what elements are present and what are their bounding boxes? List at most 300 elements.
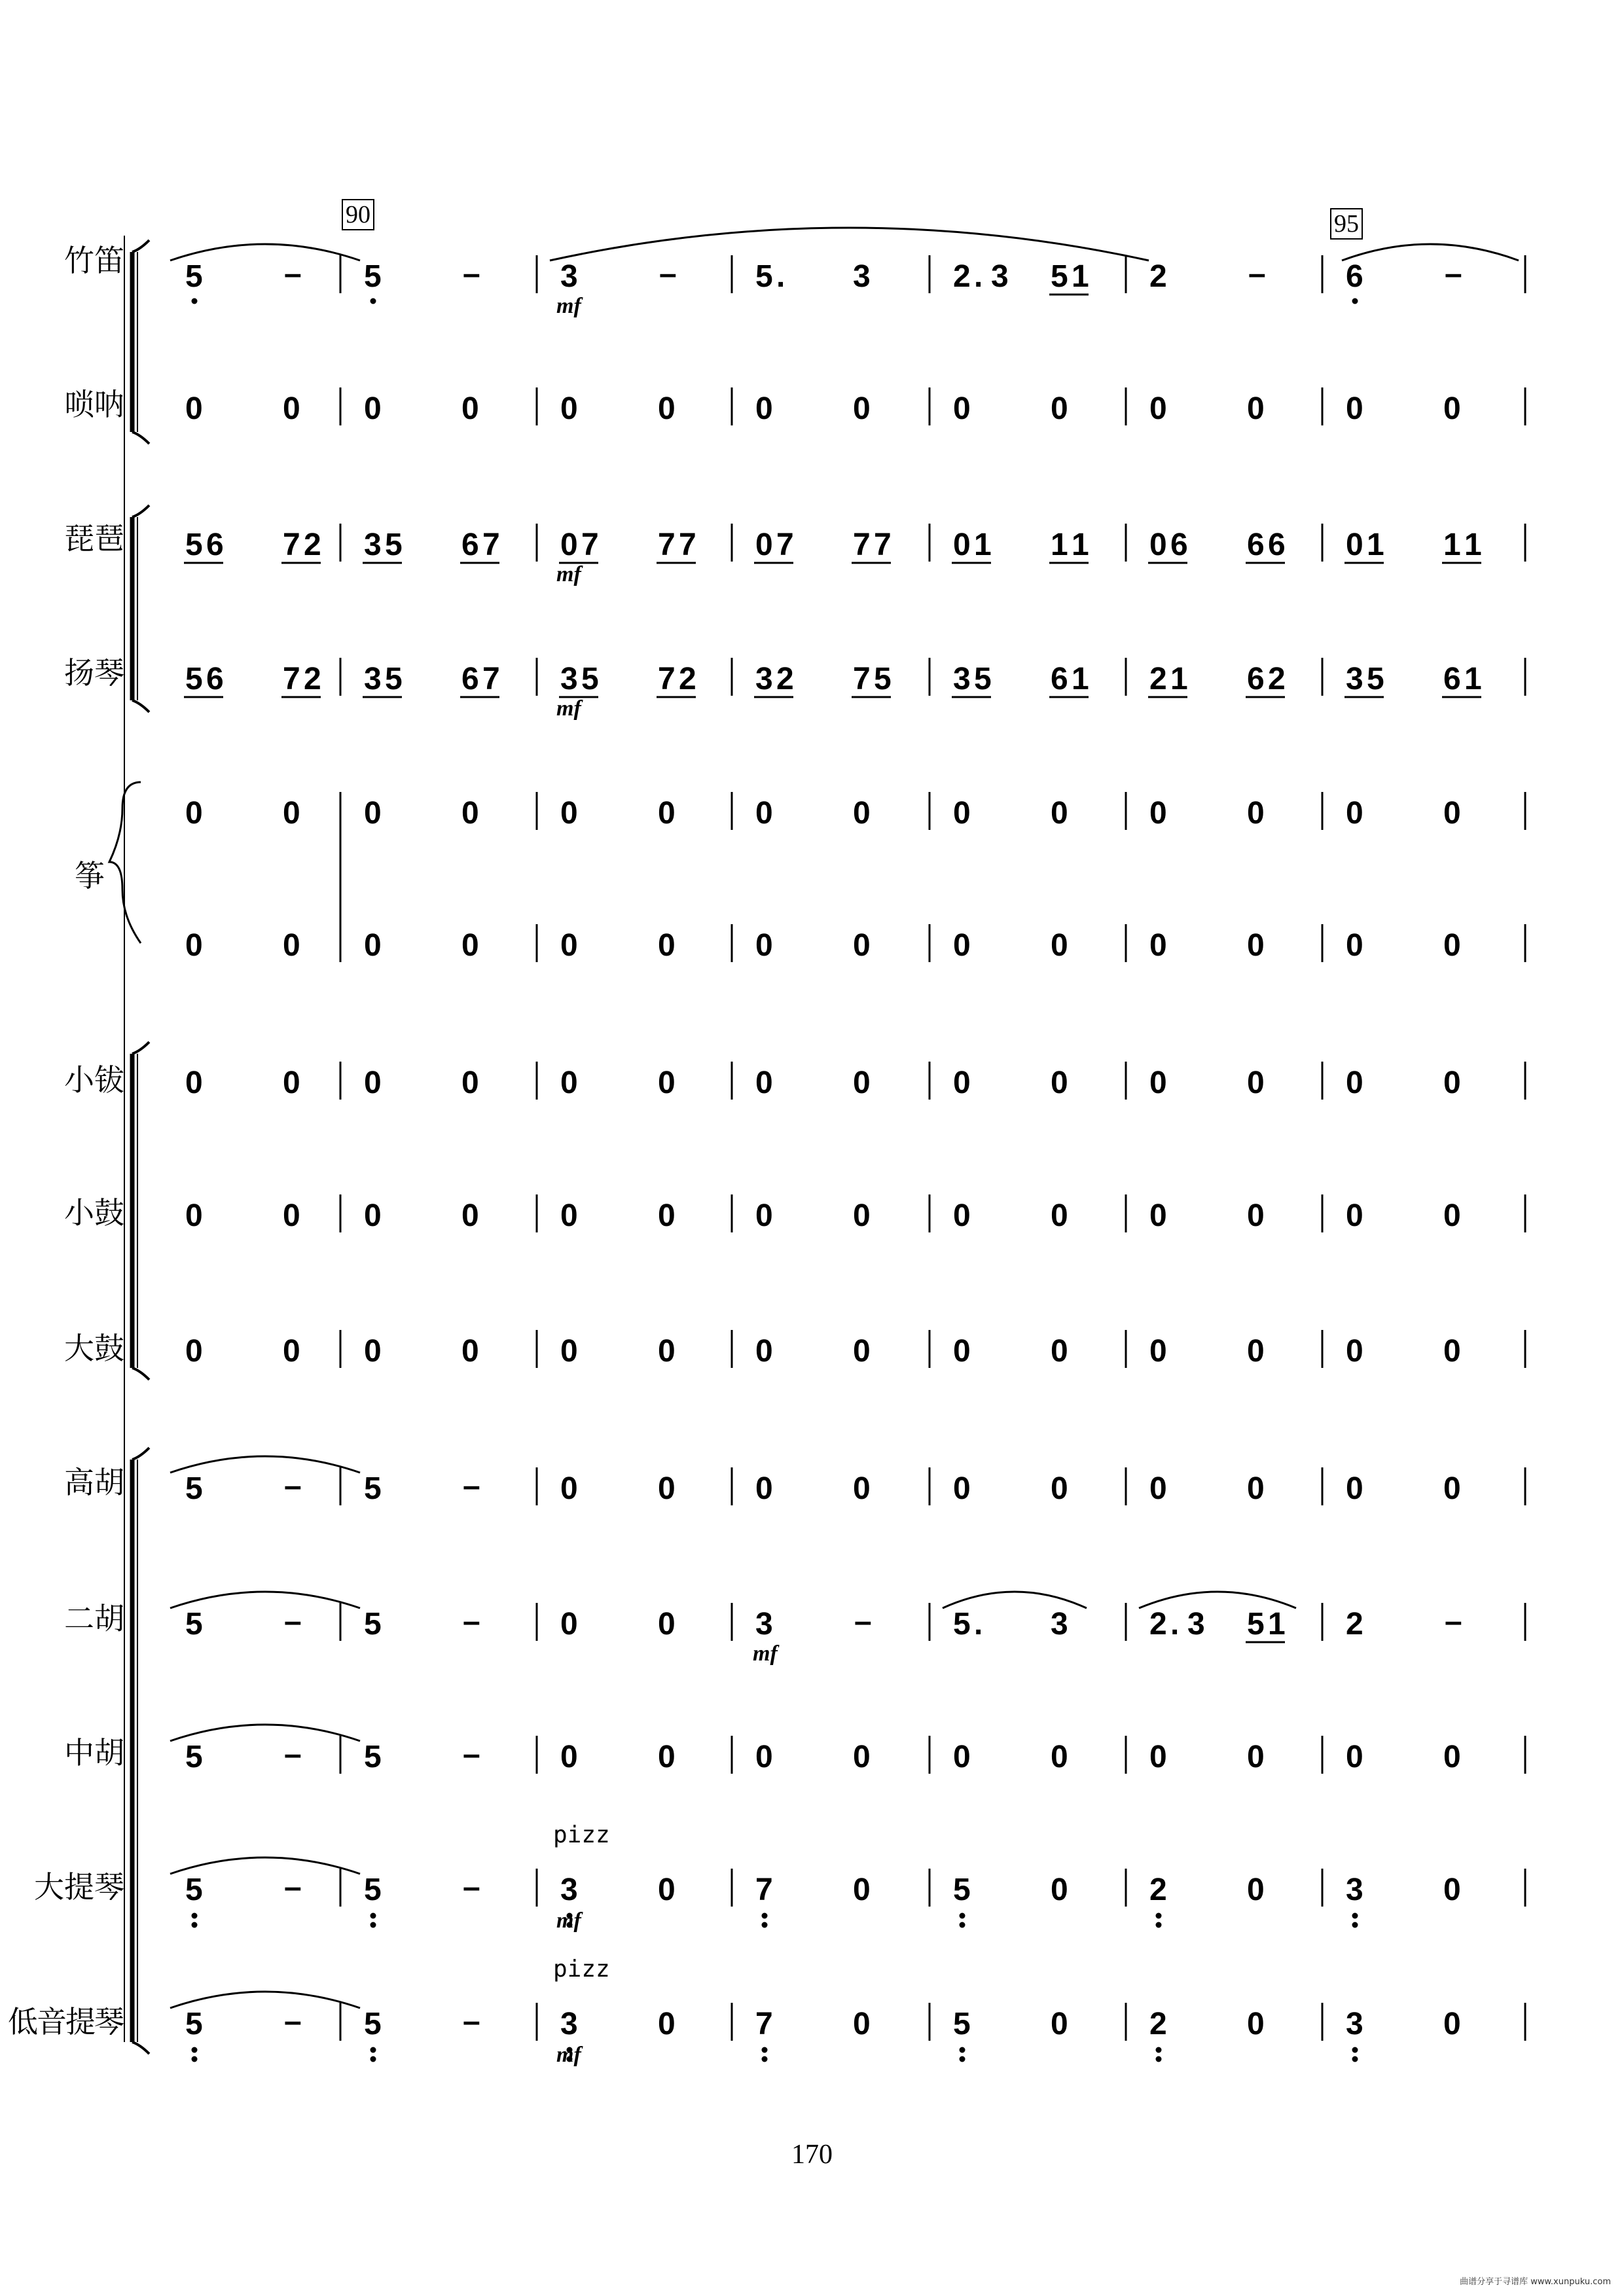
note-xiaogu-1-0-0: 0 xyxy=(364,1198,382,1233)
dash-gaohu-0-1-0: – xyxy=(284,1469,302,1503)
note-xiaogu-2-0-0: 0 xyxy=(560,1198,578,1233)
note-cello-6-1-0: 0 xyxy=(1443,1873,1461,1907)
note-xiaobo-3-0-0: 0 xyxy=(755,1066,773,1100)
note-gaohu-6-1-0: 0 xyxy=(1443,1471,1461,1506)
note-zheng-2-0-0: 0 xyxy=(560,796,578,831)
note-xiaogu-1-1-0: 0 xyxy=(461,1198,479,1233)
note-erhu-0-0-0: 5 xyxy=(185,1607,203,1641)
low-dot-cello-3-b xyxy=(762,1922,768,1928)
note-zheng-4-0-0: 0 xyxy=(953,796,971,831)
note-zhonghu-5-1-0: 0 xyxy=(1247,1740,1265,1774)
note-xiaogu-4-1-0: 0 xyxy=(1051,1198,1068,1233)
note-bass-2-0-0: 3 xyxy=(560,2007,578,2041)
low-dot-cello-0-a xyxy=(192,1913,198,1919)
watermark-text: 曲谱分享于寻谱库 www.xunpuku.com xyxy=(1460,2277,1611,2287)
note-pipa-3-1-0: 7 xyxy=(853,528,871,562)
note-pipa-4-0-1: 1 xyxy=(974,528,992,562)
note-yangqin-5-1-0: 6 xyxy=(1247,662,1265,696)
note-xiaobo-6-0-0: 0 xyxy=(1346,1066,1363,1100)
note-yangqin-0-1-0: 7 xyxy=(283,662,300,696)
note-yangqin-6-0-1: 5 xyxy=(1367,662,1384,696)
note-dagu-4-0-0: 0 xyxy=(953,1334,971,1369)
note-pipa-4-1-1: 1 xyxy=(1072,528,1089,562)
note-pipa-3-0-0: 0 xyxy=(755,528,773,562)
note-zhonghu-4-0-0: 0 xyxy=(953,1740,971,1774)
note-zhonghu-3-0-0: 0 xyxy=(755,1740,773,1774)
note-zhonghu-0-0-0: 5 xyxy=(185,1740,203,1774)
note-bass-5-0-0: 2 xyxy=(1149,2007,1167,2041)
note-dagu-0-0-0: 0 xyxy=(185,1334,203,1369)
note-cello-5-0-0: 2 xyxy=(1149,1873,1167,1907)
note-suona-5-1-0: 0 xyxy=(1247,391,1265,426)
note-yangqin-2-0-0: 3 xyxy=(560,662,578,696)
dash-dizi-6-1-0: – xyxy=(1445,257,1462,291)
note-xiaobo-5-0-0: 0 xyxy=(1149,1066,1167,1100)
low-dot-dizi-6 xyxy=(1352,298,1358,304)
note-zhonghu-3-1-0: 0 xyxy=(853,1740,871,1774)
low-dot-cello-6-b xyxy=(1352,1922,1358,1928)
note-dagu-0-1-0: 0 xyxy=(283,1334,300,1369)
pizz-bass: pizz xyxy=(553,1956,610,1982)
note-dagu-6-0-0: 0 xyxy=(1346,1334,1363,1369)
note-yangqin-5-0-1: 1 xyxy=(1170,662,1188,696)
note-cello-6-0-0: 3 xyxy=(1346,1873,1363,1907)
note-zheng-0-0-0: 0 xyxy=(185,796,203,831)
note-dot-dizi-4-0-1: . xyxy=(974,259,983,294)
note-pipa-0-0-1: 6 xyxy=(206,528,224,562)
note-gaohu-3-1-0: 0 xyxy=(853,1471,871,1506)
note-dizi-2-0-0: 3 xyxy=(560,259,578,294)
instrument-label-xiaobo: 小钹 xyxy=(64,1062,124,1098)
note-yangqin-1-1-0: 6 xyxy=(461,662,479,696)
note-suona-0-0-0: 0 xyxy=(185,391,203,426)
note-zheng-lower-0-0-0: 0 xyxy=(185,928,203,963)
note-zhonghu-2-0-0: 0 xyxy=(560,1740,578,1774)
dash-cello-1-1-0: – xyxy=(463,1870,480,1905)
dash-gaohu-1-1-0: – xyxy=(463,1469,480,1503)
note-dizi-0-0-0: 5 xyxy=(185,259,203,294)
note-suona-3-1-0: 0 xyxy=(853,391,871,426)
note-zheng-3-0-0: 0 xyxy=(755,796,773,831)
note-pipa-2-1-1: 7 xyxy=(679,528,696,562)
note-pipa-3-1-1: 7 xyxy=(874,528,892,562)
note-cello-3-0-0: 7 xyxy=(755,1873,773,1907)
note-yangqin-3-1-0: 7 xyxy=(853,662,871,696)
low-dot-cello-3-a xyxy=(762,1913,768,1919)
note-zheng-lower-5-1-0: 0 xyxy=(1247,928,1265,963)
note-dagu-1-1-0: 0 xyxy=(461,1334,479,1369)
note-zheng-lower-3-0-0: 0 xyxy=(755,928,773,963)
note-yangqin-0-1-1: 2 xyxy=(304,662,321,696)
low-dot-bass-4-b xyxy=(960,2056,965,2062)
note-erhu-5-1-1: 1 xyxy=(1268,1607,1286,1641)
note-dizi-3-0-0: 5 xyxy=(755,259,773,294)
note-dagu-5-1-0: 0 xyxy=(1247,1334,1265,1369)
note-zheng-lower-4-0-0: 0 xyxy=(953,928,971,963)
low-dot-dizi-0 xyxy=(192,298,198,304)
note-zhonghu-2-1-0: 0 xyxy=(658,1740,676,1774)
bracket-plucked-top xyxy=(132,505,149,517)
bar-number-95: 95 xyxy=(1330,208,1363,240)
note-erhu-5-0-0: 2 xyxy=(1149,1607,1167,1641)
low-dot-bass-5-a xyxy=(1156,2047,1162,2053)
instrument-label-zheng: 筝 xyxy=(75,858,105,893)
note-zheng-4-1-0: 0 xyxy=(1051,796,1068,831)
note-xiaobo-4-1-0: 0 xyxy=(1051,1066,1068,1100)
dynamic-mf-0: mf xyxy=(556,294,581,318)
tie-cello xyxy=(170,1857,360,1874)
note-zheng-lower-3-1-0: 0 xyxy=(853,928,871,963)
note-cello-4-1-0: 0 xyxy=(1051,1873,1068,1907)
note-xiaobo-3-1-0: 0 xyxy=(853,1066,871,1100)
note-zheng-6-1-0: 0 xyxy=(1443,796,1461,831)
instrument-label-gaohu: 高胡 xyxy=(64,1465,124,1500)
note-xiaobo-0-1-0: 0 xyxy=(283,1066,300,1100)
low-dot-cello-4-a xyxy=(960,1913,965,1919)
tie-dizi-95 xyxy=(1342,244,1519,260)
note-zheng-5-1-0: 0 xyxy=(1247,796,1265,831)
note-yangqin-6-0-0: 3 xyxy=(1346,662,1363,696)
note-erhu-2-0-0: 0 xyxy=(560,1607,578,1641)
note-pipa-6-0-0: 0 xyxy=(1346,528,1363,562)
note-yangqin-1-1-1: 7 xyxy=(482,662,500,696)
note-pipa-2-0-0: 0 xyxy=(560,528,578,562)
note-dizi-5-0-0: 2 xyxy=(1149,259,1167,294)
note-zheng-1-0-0: 0 xyxy=(364,796,382,831)
note-suona-1-1-0: 0 xyxy=(461,391,479,426)
tie-erhu xyxy=(170,1592,360,1608)
instrument-label-xiaogu: 小鼓 xyxy=(64,1195,124,1230)
instrument-label-zhonghu: 中胡 xyxy=(64,1735,124,1770)
note-cello-4-0-0: 5 xyxy=(953,1873,971,1907)
note-zheng-6-0-0: 0 xyxy=(1346,796,1363,831)
note-erhu-4-1-0: 3 xyxy=(1051,1607,1068,1641)
note-xiaogu-5-1-0: 0 xyxy=(1247,1198,1265,1233)
bracket-winds-bottom xyxy=(132,432,149,444)
dash-dizi-1-1-0: – xyxy=(463,257,480,291)
note-dagu-3-1-0: 0 xyxy=(853,1334,871,1369)
tie-zhonghu xyxy=(170,1725,360,1741)
note-gaohu-0-0-0: 5 xyxy=(185,1471,203,1506)
note-suona-6-1-0: 0 xyxy=(1443,391,1461,426)
note-dagu-6-1-0: 0 xyxy=(1443,1334,1461,1369)
low-dot-bass-0-b xyxy=(192,2056,198,2062)
note-suona-2-0-0: 0 xyxy=(560,391,578,426)
low-dot-dizi-1 xyxy=(370,298,376,304)
note-pipa-1-1-1: 7 xyxy=(482,528,500,562)
note-dizi-4-0-2: 3 xyxy=(991,259,1009,294)
note-xiaobo-4-0-0: 0 xyxy=(953,1066,971,1100)
note-gaohu-5-0-0: 0 xyxy=(1149,1471,1167,1506)
instrument-label-erhu: 二胡 xyxy=(64,1601,124,1636)
note-yangqin-6-1-1: 1 xyxy=(1464,662,1482,696)
low-dot-cello-5-b xyxy=(1156,1922,1162,1928)
note-zhonghu-6-1-0: 0 xyxy=(1443,1740,1461,1774)
low-dot-bass-1-a xyxy=(370,2047,376,2053)
note-zheng-lower-6-1-0: 0 xyxy=(1443,928,1461,963)
tie-gaohu xyxy=(170,1456,360,1473)
low-dot-cello-5-a xyxy=(1156,1913,1162,1919)
note-zhonghu-6-0-0: 0 xyxy=(1346,1740,1363,1774)
low-dot-bass-0-a xyxy=(192,2047,198,2053)
slur-dizi-phrase xyxy=(550,228,1149,260)
note-cello-1-0-0: 5 xyxy=(364,1873,382,1907)
note-yangqin-1-0-0: 3 xyxy=(364,662,382,696)
dynamic-mf-2: mf xyxy=(556,696,581,721)
note-zheng-0-1-0: 0 xyxy=(283,796,300,831)
note-yangqin-2-1-1: 2 xyxy=(679,662,696,696)
dash-bass-0-1-0: – xyxy=(284,2004,302,2039)
note-yangqin-0-0-1: 6 xyxy=(206,662,224,696)
note-zheng-2-1-0: 0 xyxy=(658,796,676,831)
note-zhonghu-5-0-0: 0 xyxy=(1149,1740,1167,1774)
note-zheng-lower-1-1-0: 0 xyxy=(461,928,479,963)
bracket-percussion-bottom xyxy=(132,1368,149,1380)
note-erhu-5-1-0: 5 xyxy=(1247,1607,1265,1641)
note-dizi-3-1-0: 3 xyxy=(853,259,871,294)
note-pipa-1-1-0: 6 xyxy=(461,528,479,562)
note-erhu-4-0-0: 5 xyxy=(953,1607,971,1641)
dash-bass-1-1-0: – xyxy=(463,2004,480,2039)
note-dot-dizi-3-0-1: . xyxy=(776,259,785,294)
note-cello-2-0-0: 3 xyxy=(560,1873,578,1907)
bracket-percussion-top xyxy=(132,1042,149,1054)
note-yangqin-4-0-0: 3 xyxy=(953,662,971,696)
note-yangqin-3-0-1: 2 xyxy=(776,662,794,696)
note-zheng-lower-4-1-0: 0 xyxy=(1051,928,1068,963)
low-dot-cello-1-a xyxy=(370,1913,376,1919)
note-pipa-0-1-0: 7 xyxy=(283,528,300,562)
note-erhu-6-0-0: 2 xyxy=(1346,1607,1363,1641)
note-yangqin-0-0-0: 5 xyxy=(185,662,203,696)
note-gaohu-3-0-0: 0 xyxy=(755,1471,773,1506)
note-xiaogu-0-1-0: 0 xyxy=(283,1198,300,1233)
note-xiaogu-6-0-0: 0 xyxy=(1346,1198,1363,1233)
note-pipa-1-0-0: 3 xyxy=(364,528,382,562)
note-dot-erhu-4-0-1: . xyxy=(974,1607,983,1641)
note-pipa-0-1-1: 2 xyxy=(304,528,321,562)
note-yangqin-3-1-1: 5 xyxy=(874,662,892,696)
note-pipa-5-0-1: 6 xyxy=(1170,528,1188,562)
note-xiaobo-2-1-0: 0 xyxy=(658,1066,676,1100)
note-erhu-5-0-2: 3 xyxy=(1187,1607,1205,1641)
instrument-label-dagu: 大鼓 xyxy=(64,1331,124,1366)
dash-erhu-3-1-0: – xyxy=(854,1604,872,1639)
note-suona-4-1-0: 0 xyxy=(1051,391,1068,426)
note-pipa-2-0-1: 7 xyxy=(581,528,599,562)
note-pipa-0-0-0: 5 xyxy=(185,528,203,562)
dynamic-mf-3: mf xyxy=(753,1641,778,1666)
note-dagu-1-0-0: 0 xyxy=(364,1334,382,1369)
note-bass-3-1-0: 0 xyxy=(853,2007,871,2041)
note-gaohu-2-0-0: 0 xyxy=(560,1471,578,1506)
note-bass-4-1-0: 0 xyxy=(1051,2007,1068,2041)
dash-dizi-0-1-0: – xyxy=(284,257,302,291)
note-yangqin-2-0-1: 5 xyxy=(581,662,599,696)
note-suona-4-0-0: 0 xyxy=(953,391,971,426)
note-xiaobo-1-0-0: 0 xyxy=(364,1066,382,1100)
note-zheng-lower-2-1-0: 0 xyxy=(658,928,676,963)
note-xiaobo-5-1-0: 0 xyxy=(1247,1066,1265,1100)
note-dot-erhu-5-0-1: . xyxy=(1170,1607,1180,1641)
note-zheng-lower-0-1-0: 0 xyxy=(283,928,300,963)
note-gaohu-2-1-0: 0 xyxy=(658,1471,676,1506)
note-yangqin-4-0-1: 5 xyxy=(974,662,992,696)
low-dot-bass-5-b xyxy=(1156,2056,1162,2062)
low-dot-bass-4-a xyxy=(960,2047,965,2053)
note-erhu-3-0-0: 3 xyxy=(755,1607,773,1641)
note-dagu-5-0-0: 0 xyxy=(1149,1334,1167,1369)
instrument-label-pipa: 琵琶 xyxy=(64,521,124,556)
note-bass-6-0-0: 3 xyxy=(1346,2007,1363,2041)
note-gaohu-6-0-0: 0 xyxy=(1346,1471,1363,1506)
note-xiaogu-6-1-0: 0 xyxy=(1443,1198,1461,1233)
note-bass-6-1-0: 0 xyxy=(1443,2007,1461,2041)
note-zheng-1-1-0: 0 xyxy=(461,796,479,831)
note-pipa-2-1-0: 7 xyxy=(658,528,676,562)
low-dot-cello-6-a xyxy=(1352,1913,1358,1919)
dynamic-mf-1: mf xyxy=(556,562,581,586)
note-xiaogu-5-0-0: 0 xyxy=(1149,1198,1167,1233)
instrument-label-suona: 唢呐 xyxy=(64,387,124,422)
note-dizi-4-0-0: 2 xyxy=(953,259,971,294)
note-yangqin-1-0-1: 5 xyxy=(385,662,403,696)
note-xiaogu-0-0-0: 0 xyxy=(185,1198,203,1233)
note-yangqin-3-0-0: 3 xyxy=(755,662,773,696)
note-zheng-5-0-0: 0 xyxy=(1149,796,1167,831)
note-yangqin-4-1-1: 1 xyxy=(1072,662,1089,696)
low-dot-bass-1-b xyxy=(370,2056,376,2062)
note-pipa-6-0-1: 1 xyxy=(1367,528,1384,562)
note-pipa-6-1-1: 1 xyxy=(1464,528,1482,562)
note-gaohu-5-1-0: 0 xyxy=(1247,1471,1265,1506)
low-dot-bass-3-b xyxy=(762,2056,768,2062)
note-xiaobo-6-1-0: 0 xyxy=(1443,1066,1461,1100)
note-yangqin-2-1-0: 7 xyxy=(658,662,676,696)
note-bass-3-0-0: 7 xyxy=(755,2007,773,2041)
slur-erhu-measure6 xyxy=(1139,1592,1296,1608)
dash-erhu-1-1-0: – xyxy=(463,1604,480,1639)
bracket-winds-top xyxy=(132,240,149,252)
note-pipa-6-1-0: 1 xyxy=(1443,528,1461,562)
note-gaohu-4-1-0: 0 xyxy=(1051,1471,1068,1506)
note-dagu-2-1-0: 0 xyxy=(658,1334,676,1369)
note-pipa-5-0-0: 0 xyxy=(1149,528,1167,562)
note-pipa-5-1-0: 6 xyxy=(1247,528,1265,562)
instrument-label-dizi: 竹笛 xyxy=(64,243,124,278)
note-zhonghu-1-0-0: 5 xyxy=(364,1740,382,1774)
tie-bass xyxy=(170,1992,360,2008)
note-bass-1-0-0: 5 xyxy=(364,2007,382,2041)
dash-erhu-6-1-0: – xyxy=(1445,1604,1462,1639)
pizz-cello: pizz xyxy=(553,1821,610,1848)
dynamic-mf-5: mf xyxy=(556,2043,581,2067)
note-erhu-1-0-0: 5 xyxy=(364,1607,382,1641)
note-pipa-4-0-0: 0 xyxy=(953,528,971,562)
note-cello-2-1-0: 0 xyxy=(658,1873,676,1907)
note-bass-5-1-0: 0 xyxy=(1247,2007,1265,2041)
note-erhu-2-1-0: 0 xyxy=(658,1607,676,1641)
note-zheng-lower-5-0-0: 0 xyxy=(1149,928,1167,963)
dash-dizi-5-1-0: – xyxy=(1248,257,1266,291)
note-xiaobo-2-0-0: 0 xyxy=(560,1066,578,1100)
note-suona-5-0-0: 0 xyxy=(1149,391,1167,426)
instrument-label-bass: 低音提琴 xyxy=(8,2004,123,2039)
note-suona-6-0-0: 0 xyxy=(1346,391,1363,426)
note-dagu-4-1-0: 0 xyxy=(1051,1334,1068,1369)
note-yangqin-5-1-1: 2 xyxy=(1268,662,1286,696)
note-suona-2-1-0: 0 xyxy=(658,391,676,426)
note-zhonghu-4-1-0: 0 xyxy=(1051,1740,1068,1774)
low-dot-cello-0-b xyxy=(192,1922,198,1928)
note-cello-0-0-0: 5 xyxy=(185,1873,203,1907)
note-bass-4-0-0: 5 xyxy=(953,2007,971,2041)
note-cello-3-1-0: 0 xyxy=(853,1873,871,1907)
note-zheng-lower-2-0-0: 0 xyxy=(560,928,578,963)
note-gaohu-4-0-0: 0 xyxy=(953,1471,971,1506)
note-xiaogu-3-1-0: 0 xyxy=(853,1198,871,1233)
note-dagu-2-0-0: 0 xyxy=(560,1334,578,1369)
note-pipa-4-1-0: 1 xyxy=(1051,528,1068,562)
note-pipa-1-0-1: 5 xyxy=(385,528,403,562)
dynamic-mf-4: mf xyxy=(556,1909,581,1933)
note-bass-2-1-0: 0 xyxy=(658,2007,676,2041)
tie-erhu-measure5 xyxy=(943,1592,1087,1608)
note-xiaogu-2-1-0: 0 xyxy=(658,1198,676,1233)
note-suona-1-0-0: 0 xyxy=(364,391,382,426)
note-xiaogu-3-0-0: 0 xyxy=(755,1198,773,1233)
note-bass-0-0-0: 5 xyxy=(185,2007,203,2041)
note-xiaobo-1-1-0: 0 xyxy=(461,1066,479,1100)
dash-cello-0-1-0: – xyxy=(284,1870,302,1905)
note-pipa-5-1-1: 6 xyxy=(1268,528,1286,562)
note-suona-3-0-0: 0 xyxy=(755,391,773,426)
instrument-label-yangqin: 扬琴 xyxy=(64,655,124,691)
note-yangqin-5-0-0: 2 xyxy=(1149,662,1167,696)
note-pipa-3-0-1: 7 xyxy=(776,528,794,562)
bar-number-90: 90 xyxy=(342,199,374,230)
note-zheng-lower-1-0-0: 0 xyxy=(364,928,382,963)
note-cello-5-1-0: 0 xyxy=(1247,1873,1265,1907)
note-yangqin-6-1-0: 6 xyxy=(1443,662,1461,696)
note-gaohu-1-0-0: 5 xyxy=(364,1471,382,1506)
page-number: 170 xyxy=(791,2140,833,2170)
dash-erhu-0-1-0: – xyxy=(284,1604,302,1639)
low-dot-bass-6-b xyxy=(1352,2056,1358,2062)
note-zheng-3-1-0: 0 xyxy=(853,796,871,831)
bracket-strings-top xyxy=(132,1448,149,1460)
bracket-plucked-bottom xyxy=(132,700,149,712)
dash-zhonghu-0-1-0: – xyxy=(284,1737,302,1772)
note-yangqin-4-1-0: 6 xyxy=(1051,662,1068,696)
tie-dizi-90 xyxy=(170,244,360,260)
instrument-label-cello: 大提琴 xyxy=(34,1869,124,1905)
note-dizi-6-0-0: 6 xyxy=(1346,259,1363,294)
note-dizi-1-0-0: 5 xyxy=(364,259,382,294)
note-dagu-3-0-0: 0 xyxy=(755,1334,773,1369)
low-dot-cello-4-b xyxy=(960,1922,965,1928)
note-xiaogu-4-0-0: 0 xyxy=(953,1198,971,1233)
note-dizi-4-1-0: 5 xyxy=(1051,259,1068,294)
low-dot-bass-3-a xyxy=(762,2047,768,2053)
note-dizi-4-1-1: 1 xyxy=(1072,259,1089,294)
dash-dizi-2-1-0: – xyxy=(659,257,677,291)
low-dot-cello-1-b xyxy=(370,1922,376,1928)
note-xiaobo-0-0-0: 0 xyxy=(185,1066,203,1100)
dash-zhonghu-1-1-0: – xyxy=(463,1737,480,1772)
low-dot-bass-6-a xyxy=(1352,2047,1358,2053)
bracket-strings-bottom xyxy=(132,2042,149,2054)
